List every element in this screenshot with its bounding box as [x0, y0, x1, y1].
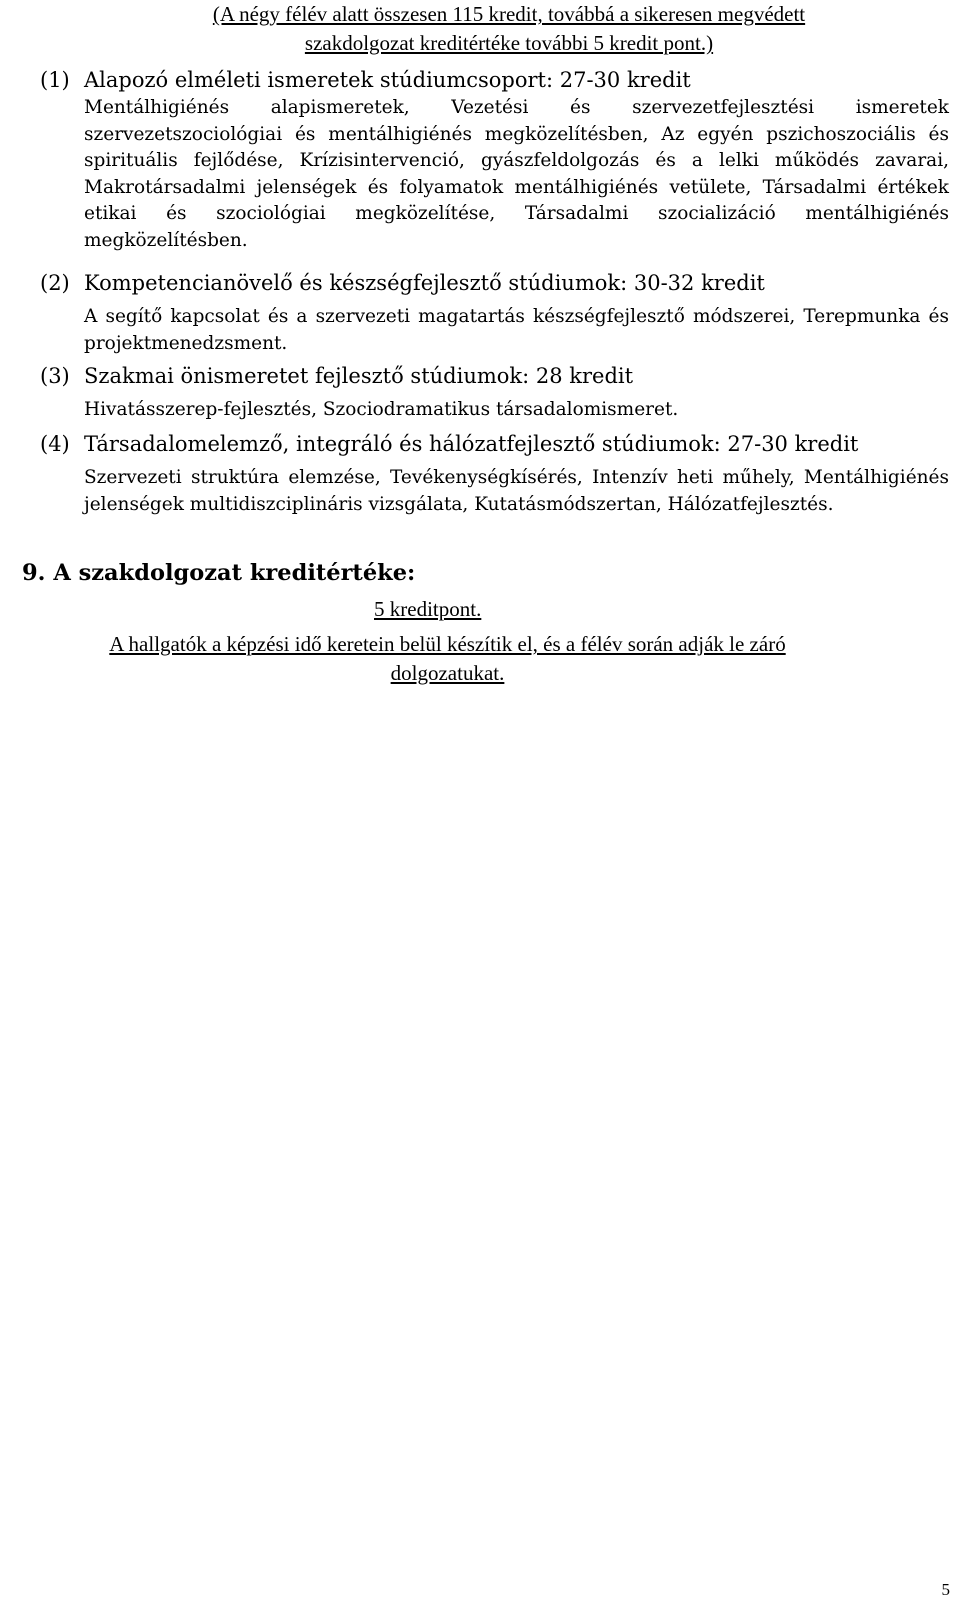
page-number: 5 [941, 1580, 950, 1599]
course-group-number: (2) [40, 271, 70, 295]
course-group-number: (1) [40, 68, 70, 92]
course-group-subjects: A segítő kapcsolat és a szervezeti magatartás készségfejlesztő módszerei, Terepmunka és projektmenedzsment. [84, 306, 949, 354]
course-group-2 [40, 269, 956, 357]
credit-summary-note [84, 0, 934, 58]
course-group-subjects: Hivatásszerep-fejlesztés, Szociodramatikus társadalomismeret. [84, 399, 679, 420]
course-group-number: (3) [40, 364, 70, 388]
course-group-4 [40, 430, 956, 518]
course-group-title: Kompetencianövelő és készségfejlesztő stúdiumok: 30-32 kredit [84, 271, 765, 295]
course-group-1 [40, 66, 956, 254]
course-group-heading [40, 269, 956, 298]
section-9-heading: 9. A szakdolgozat kreditértéke: [22, 560, 416, 586]
course-group-heading [40, 362, 956, 391]
course-group-3 [40, 362, 956, 424]
course-group-number: (4) [40, 432, 70, 456]
thesis-submission-note [0, 630, 895, 688]
course-group-title: Szakmai önismeretet fejlesztő stúdiumok: 28 kredit [84, 364, 634, 388]
course-group-subjects: Szervezeti struktúra elemzése, Tevékenységkísérés, Intenzív heti műhely, Mentálhigiénés jelenségek multidiszciplináris vizsgálata, Kutatásmódszertan, Hálózatfejlesztés. [84, 467, 949, 515]
thesis-submission-line-2: dolgozatukat. [390, 661, 505, 685]
course-group-heading [40, 66, 956, 95]
course-group-subjects: Mentálhigiénés alapismeretek, Vezetési és szervezetfejlesztési ismeretek szervezetszociológiai és mentálhigiénés megközelítésben, Az egyén pszichoszociális és spirituális fejlődése, Krízisintervenció, gyászfeldolgozás és a lelki működés zavarai, Makrotársadalmi jelenségek és folyamatok mentálhigiénés vetülete, Társadalmi értékek etikai és szociológiai megközelítése, Társadalmi szocializáció mentálhigiénés megközelítésben. [84, 97, 949, 251]
course-group-title: Alapozó elméleti ismeretek stúdiumcsoport: 27-30 kredit [84, 68, 691, 92]
thesis-credit-value: 5 kreditpont. [374, 597, 482, 621]
course-group-title: Társadalomelemző, integráló és hálózatfejlesztő stúdiumok: 27-30 kredit [84, 432, 859, 456]
thesis-submission-line-1: A hallgatók a képzési idő keretein belül készítik el, és a félév során adják le záró [109, 632, 786, 656]
course-group-heading [40, 430, 956, 459]
credit-summary-line-2: szakdolgozat kreditértéke további 5 kredit pont.) [304, 31, 714, 55]
credit-summary-line-1: (A négy félév alatt összesen 115 kredit, továbbá a sikeresen megvédett [212, 2, 806, 26]
